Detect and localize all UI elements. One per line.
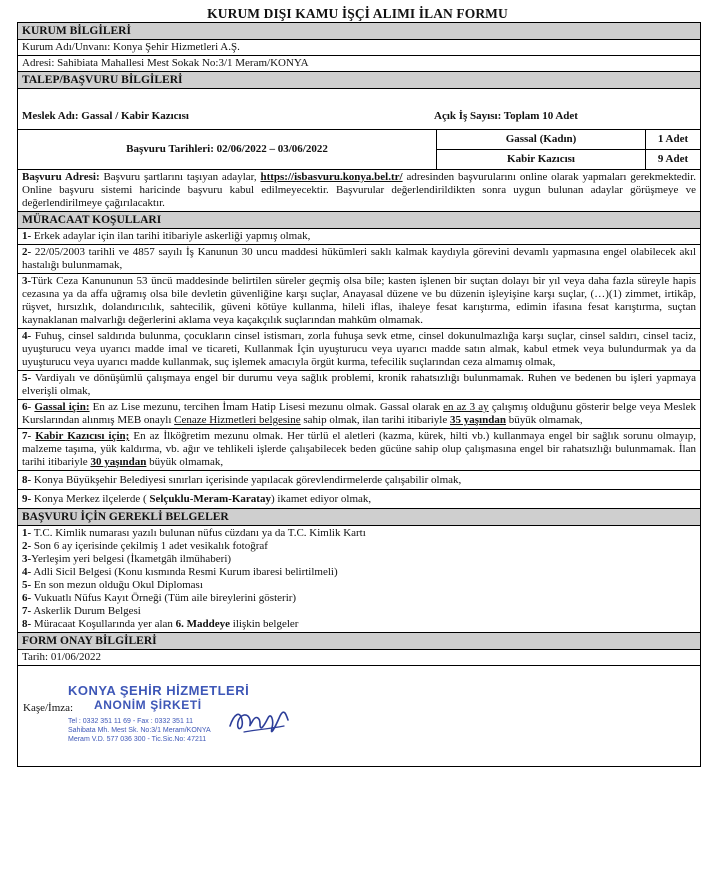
condition-item-6: [18, 400, 700, 429]
job-info-row: [18, 89, 700, 130]
condition-number: 7-: [22, 430, 32, 442]
document-text: Son 6 ay içerisinde çekilmiş 1 adet vesikalık fotoğraf: [31, 540, 268, 552]
condition-text: Konya Merkez ilçelerde (: [31, 493, 150, 505]
condition-emphasis: 35 yaşından: [450, 414, 506, 426]
condition-text: ) ikamet ediyor olmak,: [270, 493, 372, 505]
condition-emphasis: Cenaze Hizmetleri belgesine: [174, 414, 301, 426]
stamp-tax-info: Meram V.D. 577 036 300 - Tic.Sic.No: 47211: [68, 736, 207, 743]
section-kurum-header: KURUM BİLGİLERİ: [18, 23, 700, 40]
document-number: 1-: [22, 527, 32, 539]
condition-number: 9-: [22, 493, 32, 505]
stamp-address: Sahibata Mh. Mest Sk. No:3/1 Meram/KONYA: [68, 727, 211, 734]
condition-number: 3-: [22, 275, 32, 287]
document-number: 7-: [22, 605, 32, 617]
position-row: [437, 130, 700, 150]
section-belgeler-header: BAŞVURU İÇİN GEREKLİ BELGELER: [18, 509, 700, 526]
condition-text: En az Lise mezunu, tercihen İmam Hatip Lisesi mezunu olmak. Gassal olarak: [89, 401, 444, 413]
condition-number: 2-: [22, 246, 32, 258]
stamp-phone: Tel : 0332 351 11 69 - Fax : 0332 351 11: [68, 718, 194, 725]
stamp-company-type: ANONİM ŞİRKETİ: [94, 698, 202, 712]
document-text: Adli Sicil Belgesi (Konu kısmında Resmi Kurum ibaresi belirtilmeli): [31, 566, 338, 578]
condition-item-9: [18, 490, 700, 509]
company-stamp: [64, 678, 269, 768]
document-item: [22, 566, 696, 579]
position-count: 9 Adet: [657, 153, 689, 165]
document-number: 3-: [22, 553, 32, 565]
document-item: [22, 592, 696, 605]
document-text: Yerleşim yeri belgesi (İkametgâh ilmühaberi): [31, 553, 232, 565]
document-item: [22, 579, 696, 592]
condition-label-kabir: Kabir Kazıcısı için;: [35, 430, 130, 442]
document-emphasis: 6. Maddeye: [175, 618, 231, 630]
condition-item-1: [18, 229, 700, 245]
document-text: Vukuatlı Nüfus Kayıt Örneği (Tüm aile bireylerini gösterir): [31, 592, 297, 604]
condition-item-7: [18, 429, 700, 471]
approval-date: Tarih: 01/06/2022: [18, 650, 700, 666]
positions-table: [437, 130, 700, 169]
condition-emphasis: 30 yaşından: [90, 456, 147, 468]
stamp-signature-label: Kaşe/İmza:: [23, 702, 74, 714]
document-text: Askerlik Durum Belgesi: [31, 605, 141, 617]
document-text: T.C. Kimlik numarası yazılı bulunan nüfus cüzdanı ya da T.C. Kimlik Kartı: [31, 527, 366, 539]
document-number: 8-: [22, 618, 32, 630]
condition-text: Vardiyalı ve dönüşümlü çalışmaya engel bir durumu veya sağlık problemi, kronik rahatsızlığı bulunmamak. Ruhen ve bedenen bu işleri yapmaya elverişli olmak,: [22, 372, 696, 397]
position-row: [437, 150, 700, 169]
condition-item-5: [18, 371, 700, 400]
section-talep-header: TALEP/BAŞVURU BİLGİLERİ: [18, 72, 700, 89]
document-item: [22, 605, 696, 618]
condition-number: 6-: [22, 401, 32, 413]
document-item: [22, 540, 696, 553]
document-number: 2-: [22, 540, 32, 552]
application-address-text-post: adresinden başvurularını online olarak yapmaları gerekmektedir. Online başvuru sistemi haricinde başvuru kabul edilmeyecektir. Başvurular değerlendirildikten sonra uygun bulunan adaylar görüşmeye ve değerlendirilmeye çağırılacaktır.: [22, 171, 697, 209]
dates-row: [18, 130, 700, 170]
document-text: En son mezun olduğu Okul Diploması: [31, 579, 203, 591]
condition-text: 22/05/2003 tarihli ve 4857 sayılı İş Kanunun 30 uncu maddesi hükümleri saklı kalmak kaydıyla görevini devamlı yapmasına engel olabilecek akıl hastalığı bulunmamak,: [22, 246, 696, 271]
condition-number: 4-: [22, 330, 32, 342]
condition-item-8: [18, 471, 700, 490]
condition-text: Erkek adaylar için ilan tarihi itibariyle askerliği yapmış olmak,: [31, 230, 311, 242]
document-text: Müracaat Koşullarında yer alan: [31, 618, 176, 630]
document-number: 5-: [22, 579, 32, 591]
condition-number: 1-: [22, 230, 32, 242]
condition-number: 8-: [22, 474, 32, 486]
application-address-label: Başvuru Adresi:: [22, 171, 100, 183]
document-text: ilişkin belgeler: [230, 618, 299, 630]
document-number: 4-: [22, 566, 32, 578]
signature-icon: [224, 696, 294, 744]
required-documents-list: [18, 526, 700, 633]
condition-item-2: [18, 245, 700, 274]
condition-text: Fuhuş, cinsel saldırıda bulunma, çocukların cinsel istismarı, zorla fuhuşa sevk etme, cinsel dokunulmazlığa karşı suçlar, cinsel saldırı, cinsel taciz, uyuşturucu veya uyarıcı madde imal ve ticareti, Kullanmak İçin uyuşturucu veya uyarıcı madde satın almak, kabul etmek veya bulundurmak ya da uyuşturucu veya uyarıcı madde kullanmak, suç işlemek amacıyla örgüt kurma, tefecilik suçlarından ceza almamış olmak,: [22, 330, 696, 368]
position-count: 1 Adet: [657, 133, 689, 145]
document-item: [22, 527, 696, 540]
condition-item-3: [18, 274, 700, 329]
signature-area: [18, 666, 700, 766]
condition-label-gassal: Gassal için:: [34, 401, 90, 413]
kurum-address: Adresi: Sahibiata Mahallesi Mest Sokak No:3/1 Meram/KONYA: [18, 56, 700, 72]
document-item: [22, 618, 696, 631]
form-title: KURUM DIŞI KAMU İŞÇİ ALIMI İLAN FORMU: [207, 6, 508, 21]
position-name: Gassal (Kadın): [437, 130, 646, 149]
condition-text: çalışmış olduğunu gösterir belge veya Meslek Kurslarından alınmış MEB onaylı: [22, 401, 696, 426]
position-name: Kabir Kazıcısı: [437, 150, 646, 169]
condition-emphasis: Selçuklu-Meram-Karatay: [149, 493, 271, 505]
application-dates: Başvuru Tarihleri: 02/06/2022 – 03/06/2022: [18, 130, 437, 169]
section-kosullar-header: MÜRACAAT KOŞULLARI: [18, 212, 700, 229]
application-url-link[interactable]: https://isbasvuru.konya.bel.tr/: [260, 171, 403, 183]
section-onay-header: FORM ONAY BİLGİLERİ: [18, 633, 700, 650]
condition-text: büyük olmamak,: [505, 414, 583, 426]
document-number: 6-: [22, 592, 32, 604]
stamp-company-name: KONYA ŞEHİR HİZMETLERİ: [68, 683, 250, 698]
condition-text: Konya Büyükşehir Belediyesi sınırları içerisinde yapılacak görevlendirmelerde çalışabilir olmak,: [31, 474, 462, 486]
application-address-text-pre: Başvuru şartlarını taşıyan adaylar,: [99, 171, 261, 183]
kurum-name: Kurum Adı/Unvanı: Konya Şehir Hizmetleri A.Ş.: [18, 40, 700, 56]
condition-item-4: [18, 329, 700, 371]
condition-text: En az İlköğretim mezunu olmak. Her türlü el aletleri (kazma, kürek, hilti vb.) kullanmaya engel bir sağlık sorunu olmayıp, malzeme taşıma, yük kaldırma, vb. ağır ve tehlikeli işlerde çalışabilecek beden gücüne sahip olup çalışmasına engel bir rahatsızlığı bulunmamak. İlan tarihi itibariyle: [22, 430, 696, 468]
condition-text: sahip olmak, ilan tarihi itibariyle: [300, 414, 450, 426]
open-positions-total: Açık İş Sayısı: Toplam 10 Adet: [434, 110, 578, 122]
application-form: [17, 22, 701, 767]
application-address-paragraph: [18, 170, 700, 212]
job-title: Meslek Adı: Gassal / Kabir Kazıcısı: [22, 110, 189, 122]
document-item: [22, 553, 696, 566]
condition-text: Türk Ceza Kanununun 53 üncü maddesinde belirtilen süreler geçmiş olsa bile; kasten işlenen bir suçtan dolayı bir yıl veya daha fazla süreyle hapis cezasına ya da affa uğramış olsa bile devletin güvenliğine karşı suçlar, Anayasal düzene ve bu düzenin işleyişine karşı suçlar, (…)(1) zimmet, irtikâp, rüşvet, hırsızlık, dolandırıcılık, sahtecilik, güveni kötüye kullanma, hileli iflas, ihaleye fesat karıştırma, edimin ifasına fesat karıştırma, suçtan kaynaklanan malvarlığı değerlerini aklama veya kaçakçılık suçlarından mahkûm olmamak.: [22, 275, 696, 326]
condition-text: büyük olmamak,: [146, 456, 224, 468]
condition-emphasis: en az 3 ay: [443, 401, 489, 413]
condition-number: 5-: [22, 372, 32, 384]
